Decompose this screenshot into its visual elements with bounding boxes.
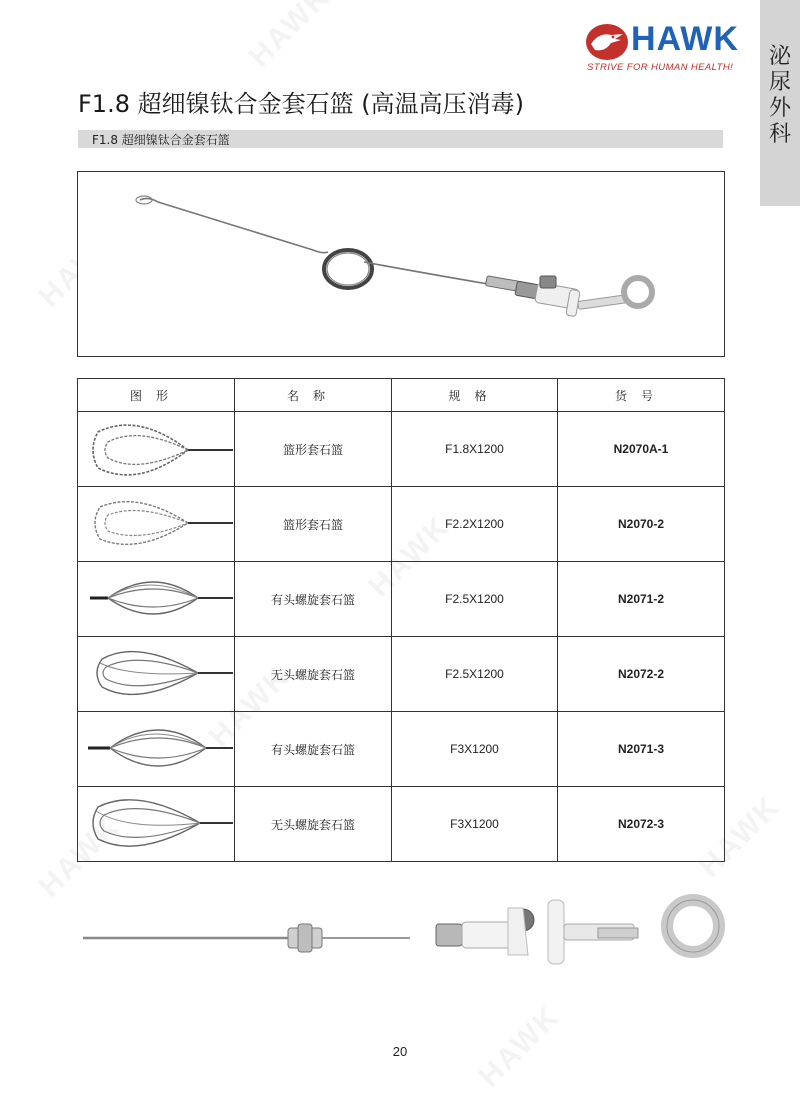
product-code: N2072-2	[558, 637, 725, 712]
stone-basket-device-illustration	[78, 172, 724, 356]
product-code: N2070-2	[558, 487, 725, 562]
product-code: N2071-2	[558, 562, 725, 637]
helical-basket-tipless-icon	[78, 787, 235, 858]
category-side-tab	[760, 0, 800, 206]
product-spec: F2.5X1200	[392, 637, 558, 712]
product-code: N2072-3	[558, 787, 725, 862]
section-label: F1.8 超细镍钛合金套石篮	[92, 133, 230, 147]
product-spec: F2.2X1200	[392, 487, 558, 562]
product-spec: F1.8X1200	[392, 412, 558, 487]
basket-image-cell	[78, 787, 235, 862]
product-code: N2070A-1	[558, 412, 725, 487]
product-overview-image	[77, 171, 725, 357]
product-name: 有头螺旋套石篮	[235, 712, 392, 787]
product-spec-table	[77, 378, 725, 862]
brand-slogan: STRIVE FOR HUMAN HEALTH!	[587, 62, 734, 73]
table-row	[78, 787, 725, 862]
basket-image-cell	[78, 487, 235, 562]
handle-and-sheath-illustration	[78, 880, 728, 990]
helical-basket-with-tip-icon	[78, 562, 235, 633]
handle-detail-image	[78, 880, 728, 990]
header-name: 名称	[235, 379, 392, 412]
table-row	[78, 637, 725, 712]
helical-basket-tipless-icon	[78, 637, 235, 708]
helical-basket-with-tip-icon	[78, 712, 235, 783]
product-spec: F2.5X1200	[392, 562, 558, 637]
brand-name: HAWK	[631, 20, 739, 58]
watermark	[243, 0, 338, 74]
header-image: 图形	[78, 379, 235, 412]
basket-icon	[78, 487, 235, 558]
brand-logo	[585, 18, 745, 78]
table-row	[78, 412, 725, 487]
product-spec: F3X1200	[392, 787, 558, 862]
product-name: 篮形套石篮	[235, 412, 392, 487]
table-row	[78, 562, 725, 637]
basket-image-cell	[78, 412, 235, 487]
page-number: 20	[392, 1044, 408, 1059]
basket-image-cell	[78, 637, 235, 712]
table-row	[78, 487, 725, 562]
header-code: 货号	[558, 379, 725, 412]
section-header-bar	[78, 130, 723, 148]
header-spec: 规格	[392, 379, 558, 412]
category-label: 泌尿外科	[768, 44, 791, 147]
table-header-row	[78, 379, 725, 412]
product-name: 有头螺旋套石篮	[235, 562, 392, 637]
page-title: F1.8 超细镍钛合金套石篮 (高温高压消毒)	[78, 90, 524, 118]
product-name: 篮形套石篮	[235, 487, 392, 562]
product-spec: F3X1200	[392, 712, 558, 787]
table-row	[78, 712, 725, 787]
product-name: 无头螺旋套石篮	[235, 787, 392, 862]
basket-icon	[78, 412, 235, 483]
product-code: N2071-3	[558, 712, 725, 787]
product-name: 无头螺旋套石篮	[235, 637, 392, 712]
basket-image-cell	[78, 712, 235, 787]
hawk-logo-icon	[585, 22, 631, 64]
basket-image-cell	[78, 562, 235, 637]
